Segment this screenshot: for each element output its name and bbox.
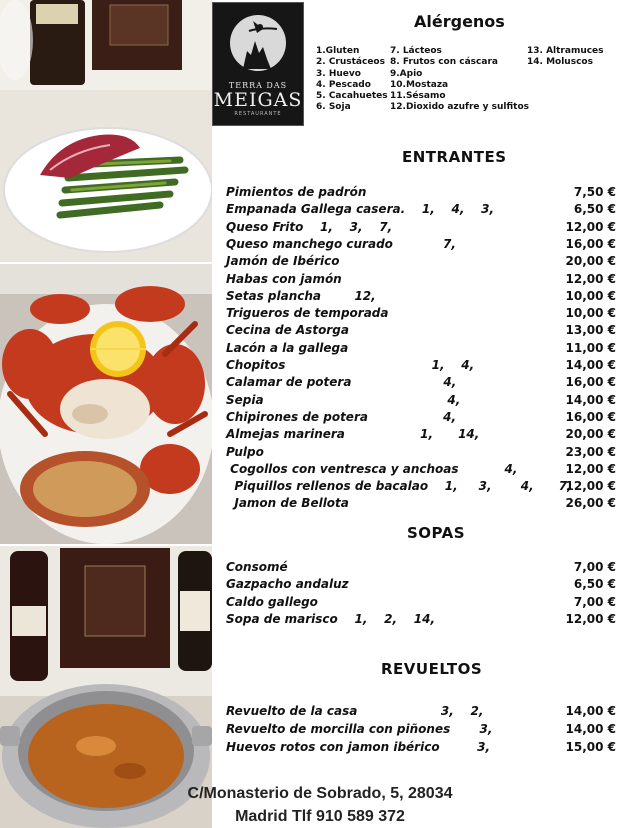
menu-item-name: Caldo gallego: [226, 594, 318, 609]
menu-item-name: Calamar de potera 4,: [226, 375, 457, 390]
menu-item: [226, 374, 616, 391]
menu-item-name: Consomé: [226, 560, 288, 574]
menu-item: [226, 611, 616, 628]
menu-item-name: Cecina de Astorga: [226, 323, 349, 338]
menu-item: [226, 340, 616, 357]
menu-item: [226, 253, 616, 270]
allergen-item: 6. Soja: [316, 102, 351, 113]
menu-item: [226, 576, 616, 593]
menu-item-name: Huevos rotos con jamon ibérico 3,: [226, 740, 491, 754]
menu-item: [226, 305, 616, 322]
menu-item-name: Chopitos 1, 4,: [226, 358, 475, 372]
menu-item: [226, 426, 616, 443]
menu-item-price: 13,00 €: [565, 323, 616, 338]
allergen-item: 14. Moluscos: [527, 57, 593, 68]
menu-item: [226, 444, 616, 461]
menu-item-name: Queso Frito 1, 3, 7,: [226, 219, 393, 234]
menu-item-price: 14,00 €: [565, 358, 616, 372]
menu-item-price: 23,00 €: [565, 444, 616, 459]
menu-item-price: 7,00 €: [573, 560, 616, 574]
allergen-item: 7. Lácteos: [390, 46, 442, 56]
allergen-item: 9.Apio: [390, 68, 423, 79]
allergen-item: 8. Frutos con cáscara: [390, 57, 498, 68]
menu-item-name: Gazpacho andaluz: [226, 577, 349, 592]
menu-item: [226, 409, 616, 426]
menu-item-price: 14,00 €: [565, 704, 616, 718]
allergen-item: 4. Pescado: [316, 79, 371, 90]
menu-item: [226, 357, 616, 374]
allergen-item: 10.Mostaza: [390, 79, 449, 90]
menu-item: [226, 201, 616, 218]
menu-item-price: 12,00 €: [565, 219, 616, 234]
menu-item: [226, 322, 616, 339]
allergen-item: 11.Sésamo: [390, 91, 446, 102]
menu-item-price: 7,00 €: [573, 594, 616, 609]
menu-item-price: 16,00 €: [565, 236, 616, 251]
menu-item-price: 7,50 €: [573, 185, 616, 199]
sopas-title: SOPAS: [407, 524, 466, 542]
menu-item-name: Cogollos con ventresca y anchoas 4,: [226, 461, 518, 476]
entrantes-title: ENTRANTES: [402, 148, 507, 166]
menu-item-name: Jamon de Bellota: [226, 496, 349, 511]
menu-item-name: Sepia 4,: [226, 392, 461, 407]
menu-item-price: 14,00 €: [565, 722, 616, 736]
menu-item-price: 12,00 €: [565, 479, 616, 494]
menu-item: [226, 739, 616, 756]
allergens-title: Alérgenos: [414, 12, 505, 31]
menu-item: [226, 392, 616, 409]
allergen-item: 5. Cacahuetes: [316, 91, 388, 102]
menu-item-name: Jamón de Ibérico: [226, 254, 340, 269]
menu-item: [226, 184, 616, 201]
menu-item-price: 26,00 €: [565, 496, 616, 511]
menu-item-name: Habas con jamón: [226, 271, 342, 286]
menu-item: [226, 236, 616, 253]
allergen-item: 1.Gluten: [316, 46, 360, 56]
menu-item-name: Setas plancha 12,: [226, 288, 376, 303]
restaurant-logo: [212, 2, 304, 126]
menu-item-name: Piquillos rellenos de bacalao 1, 3, 4, 7,: [226, 479, 572, 494]
menu-item-price: 12,00 €: [565, 461, 616, 476]
logo-line3: RESTAURANTE: [234, 111, 282, 117]
menu-item-price: 12,00 €: [565, 271, 616, 286]
allergen-item: 12.Dioxido azufre y sulfitos: [390, 102, 530, 113]
address-line: C/Monasterio de Sobrado, 5, 28034: [187, 785, 453, 802]
menu-item-price: 6,50 €: [573, 202, 616, 217]
menu-item-price: 16,00 €: [565, 375, 616, 390]
phone-line: Madrid Tlf 910 589 372: [235, 808, 405, 825]
menu-item-name: Empanada Gallega casera. 1, 4, 3,: [226, 202, 494, 217]
menu-item-price: 16,00 €: [565, 409, 616, 424]
revueltos-title: REVUELTOS: [381, 660, 483, 678]
menu-item: [226, 219, 616, 236]
asparagus-photo: [0, 0, 212, 262]
menu-item-name: Queso manchego curado 7,: [226, 236, 456, 251]
menu-item-name: Chipirones de potera 4,: [226, 409, 457, 424]
menu-item-price: 12,00 €: [565, 612, 616, 627]
menu-item-name: Pulpo: [226, 444, 264, 459]
menu-item-price: 20,00 €: [565, 427, 616, 442]
menu-item-price: 10,00 €: [565, 306, 616, 321]
menu-item-name: Sopa de marisco 1, 2, 14,: [226, 612, 435, 627]
allergen-item: 13. Altramuces: [527, 46, 604, 56]
logo-line1: TERRA DAS: [228, 81, 288, 90]
menu-item-price: 6,50 €: [573, 577, 616, 592]
menu-item-price: 15,00 €: [565, 740, 616, 754]
menu-item-name: Revuelto de la casa 3, 2,: [226, 704, 484, 718]
menu-item-price: 14,00 €: [565, 392, 616, 407]
menu-item: [226, 559, 616, 576]
menu-item-name: Trigueros de temporada: [226, 306, 389, 321]
menu-item: [226, 721, 616, 738]
allergen-item: 3. Huevo: [316, 68, 361, 79]
menu-item-price: 20,00 €: [565, 254, 616, 269]
allergen-column-1: [316, 46, 388, 114]
menu-item: [226, 495, 616, 512]
menu-item: [226, 478, 616, 495]
menu-item: [226, 271, 616, 288]
crab-photo: [0, 264, 212, 544]
menu-item-name: Pimientos de padrón: [226, 185, 367, 199]
menu-item-name: Lacón a la gallega: [226, 340, 349, 355]
menu-item: [226, 703, 616, 720]
allergen-item: 2. Crustáceos: [316, 57, 385, 68]
menu-item-name: Revuelto de morcilla con piñones 3,: [226, 722, 493, 736]
menu-item: [226, 461, 616, 478]
menu-item-price: 10,00 €: [565, 288, 616, 303]
menu-item-name: Almejas marinera 1, 14,: [226, 427, 480, 442]
menu-item-price: 11,00 €: [565, 340, 616, 355]
logo-line2: MEIGAS: [213, 89, 303, 111]
menu-item: [226, 594, 616, 611]
menu-item: [226, 288, 616, 305]
allergen-column-2: [390, 46, 529, 114]
allergen-column-3: [527, 46, 604, 69]
